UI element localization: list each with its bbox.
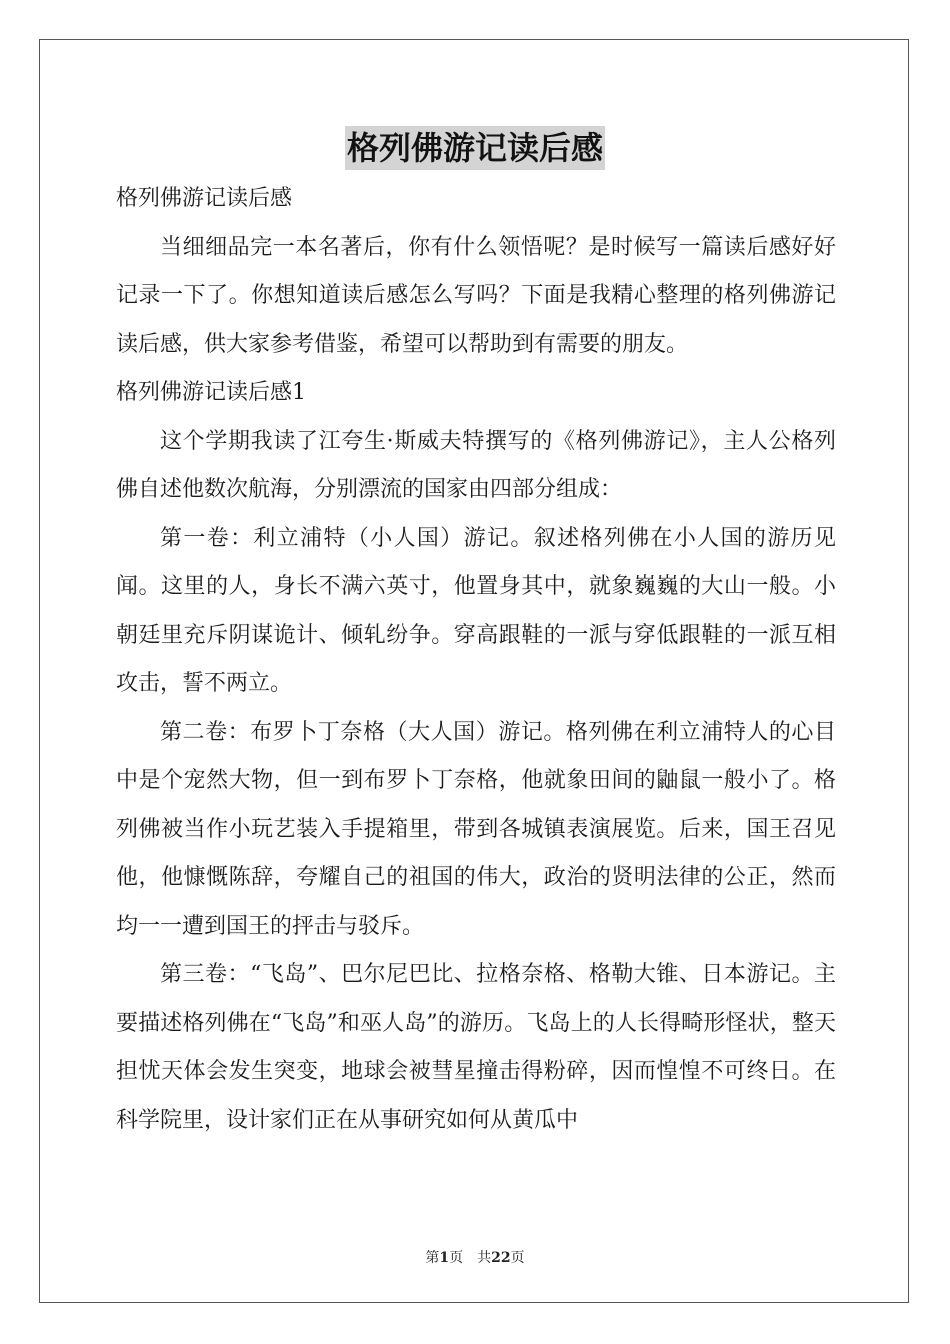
total-prefix: 共 (477, 1250, 492, 1266)
intro-paragraph: 当细细品完一本名著后，你有什么领悟呢？是时候写一篇读后感好好记录一下了。你想知道读后感怎么写吗？下面是我精心整理的格列佛游记读后感，供大家参考借鉴，希望可以帮助到有需要的朋友。 (116, 234, 836, 357)
page-number: 1 (439, 1250, 450, 1266)
section-heading: 格列佛游记读后感1 (116, 380, 306, 405)
page-footer (0, 1247, 950, 1267)
body-paragraph: 这个学期我读了江夸生·斯威夫特撰写的《格列佛游记》，主人公格列佛自述他数次航海，分别漂流的国家由四部分组成： (116, 428, 836, 502)
total-suffix: 页 (510, 1250, 525, 1266)
total-pages: 22 (491, 1250, 511, 1266)
document-body (116, 175, 836, 1145)
body-paragraph: 第二卷：布罗卜丁奈格（大人国）游记。格列佛在利立浦特人的心目中是个宠然大物，但一到布罗卜丁奈格，他就象田间的鼬鼠一般小了。格列佛被当作小玩艺装入手提箱里，带到各城镇表演展览。后来，国王召见他，他慷慨陈辞，夸耀自己的祖国的伟大，政治的贤明法律的公正，然而均一一遭到国王的抨击与驳斥。 (116, 719, 836, 939)
body-paragraph: 第一卷：利立浦特（小人国）游记。叙述格列佛在小人国的游历见闻。这里的人，身长不满六英寸，他置身其中，就象巍巍的大山一般。小朝廷里充斥阴谋诡计、倾轧纷争。穿高跟鞋的一派与穿低跟鞋的一派互相攻击，誓不两立。 (116, 525, 836, 696)
page-prefix: 第 (425, 1250, 440, 1266)
title-container (0, 126, 950, 170)
subtitle-paragraph: 格列佛游记读后感 (116, 186, 293, 211)
body-paragraph: 第三卷：“飞岛”、巴尔尼巴比、拉格奈格、格勒大锥、日本游记。主要描述格列佛在“飞岛”和巫人岛”的游历。飞岛上的人长得畸形怪状，整天担忧天体会发生突变，地球会被彗星撞击得粉碎，因而惶惶不可终日。在科学院里，设计家们正在从事研究如何从黄瓜中 (116, 962, 836, 1133)
page-suffix: 页 (449, 1250, 464, 1266)
document-title: 格列佛游记读后感 (345, 126, 605, 170)
